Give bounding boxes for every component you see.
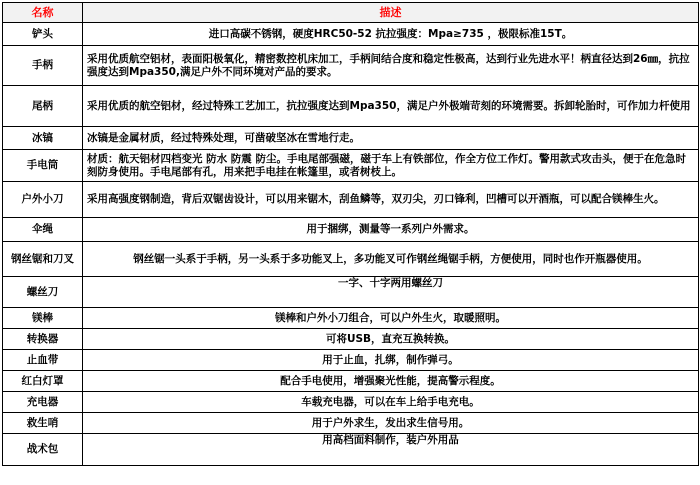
row-name: 战术包 [3, 434, 83, 466]
row-desc: 钢丝锯一头系于手柄，另一头系于多功能叉上，多功能叉可作钢丝绳锯手柄，方便使用，同时也作开瓶器使用。 [83, 242, 699, 277]
spec-table [2, 2, 699, 466]
row-desc: 采用优质的航空铝材，经过特殊工艺加工，抗拉强度达到Mpa350，满足户外极端苛刻的环境需要。拆卸轮胎时，可作加力杆使用 [83, 86, 699, 127]
row-name: 户外小刀 [3, 182, 83, 218]
row-desc: 采用优质航空铝材，表面阳极氧化，精密数控机床加工，手柄间结合度和稳定性极高，达到行业先进水平！柄直径达到26㎜，抗拉强度达到Mpa350,满足户外不同环境对产品的要求。 [83, 46, 699, 86]
table-row [3, 434, 699, 466]
table-row [3, 329, 699, 350]
row-name: 伞绳 [3, 218, 83, 242]
table-row [3, 86, 699, 127]
row-desc: 材质：航天铝材四档变光 防水 防震 防尘。手电尾部强磁，磁于车上有铁部位，作全方位工作灯。警用款式攻击头，便于在危急时刻防身使用。手电尾部有孔，用来把手电挂在帐篷里，或者树枝上。 [83, 150, 699, 182]
table-row [3, 413, 699, 434]
row-name: 冰镐 [3, 127, 83, 150]
table-header-row [3, 3, 699, 23]
row-desc: 车载充电器，可以在车上给手电充电。 [83, 392, 699, 413]
row-name: 转换器 [3, 329, 83, 350]
table-row [3, 46, 699, 86]
row-name: 尾柄 [3, 86, 83, 127]
row-desc: 可将USB，直充互换转换。 [83, 329, 699, 350]
row-name: 止血带 [3, 350, 83, 371]
row-name: 螺丝刀 [3, 277, 83, 308]
table-row [3, 127, 699, 150]
table-row [3, 308, 699, 329]
row-desc: 配合手电使用，增强聚光性能，提高警示程度。 [83, 371, 699, 392]
row-name: 钢丝锯和刀叉 [3, 242, 83, 277]
row-name: 充电器 [3, 392, 83, 413]
row-desc: 用于户外求生，发出求生信号用。 [83, 413, 699, 434]
table-row [3, 182, 699, 218]
row-desc: 采用高强度钢制造，背后双锯齿设计，可以用来锯木，刮鱼鳞等，双刃尖，刃口锋利，凹槽可以开酒瓶，可以配合镁棒生火。 [83, 182, 699, 218]
table-row [3, 371, 699, 392]
column-header-name: 名称 [3, 3, 83, 23]
row-desc: 镁棒和户外小刀组合，可以户外生火，取暖照明。 [83, 308, 699, 329]
table-row [3, 392, 699, 413]
table-row [3, 23, 699, 46]
row-name: 镁棒 [3, 308, 83, 329]
row-name: 手电筒 [3, 150, 83, 182]
row-desc: 用于捆绑，测量等一系列户外需求。 [83, 218, 699, 242]
table-row [3, 218, 699, 242]
table-row [3, 150, 699, 182]
row-desc: 冰镐是金属材质，经过特殊处理，可凿破坚冰在雪地行走。 [83, 127, 699, 150]
row-desc: 一字、十字两用螺丝刀 [83, 277, 699, 308]
row-desc: 用于止血，扎绑，制作弹弓。 [83, 350, 699, 371]
column-header-desc: 描述 [83, 3, 699, 23]
row-name: 手柄 [3, 46, 83, 86]
row-desc: 进口高碳不锈钢，硬度HRC50-52 抗拉强度：Mpa≥735 ，极限标准15T。 [83, 23, 699, 46]
row-name: 救生哨 [3, 413, 83, 434]
table-row [3, 350, 699, 371]
table-row [3, 277, 699, 308]
row-name: 红白灯罩 [3, 371, 83, 392]
table-row [3, 242, 699, 277]
row-desc: 用高档面料制作，装户外用品 [83, 434, 699, 466]
row-name: 铲头 [3, 23, 83, 46]
